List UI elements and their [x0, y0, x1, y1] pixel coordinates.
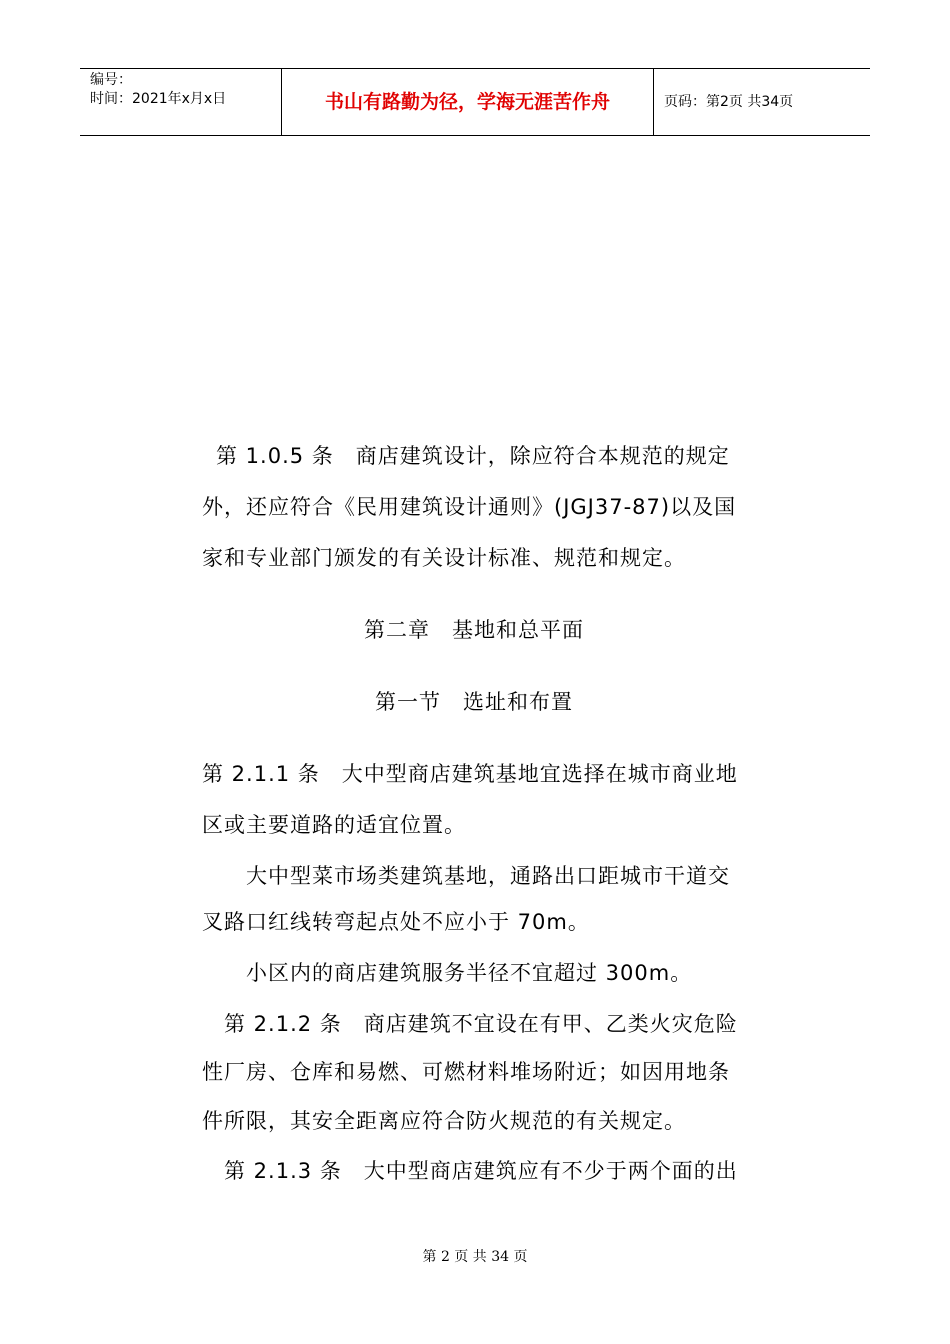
header-page-info: 页码：第2页 共34页	[664, 94, 794, 110]
article-1-0-5-line-2: 外，还应符合《民用建筑设计通则》(JGJ37-87)以及国	[202, 495, 737, 519]
section-title: 第一节 选址和布置	[375, 690, 573, 714]
paragraph-market-line-2: 叉路口红线转弯起点处不应小于 70m。	[202, 910, 590, 934]
article-2-1-2-line-1: 第 2.1.2 条 商店建筑不宜设在有甲、乙类火灾危险	[224, 1012, 738, 1036]
article-2-1-1-line-1: 第 2.1.1 条 大中型商店建筑基地宜选择在城市商业地	[202, 762, 738, 786]
article-1-0-5-line-1: 第 1.0.5 条 商店建筑设计，除应符合本规范的规定	[216, 444, 730, 468]
chapter-title: 第二章 基地和总平面	[364, 618, 584, 642]
page-footer: 第 2 页 共 34 页	[422, 1249, 528, 1265]
article-2-1-3-line-1: 第 2.1.3 条 大中型商店建筑应有不少于两个面的出	[224, 1159, 738, 1183]
article-2-1-2-line-3: 件所限，其安全距离应符合防火规范的有关规定。	[202, 1109, 686, 1133]
article-2-1-2-line-2: 性厂房、仓库和易燃、可燃材料堆场附近；如因用地条	[202, 1060, 730, 1084]
paragraph-service-radius: 小区内的商店建筑服务半径不宜超过 300m。	[246, 961, 693, 985]
header-number-label: 编号：	[90, 72, 132, 88]
page-header	[80, 68, 870, 136]
header-motto: 书山有路勤为径，学海无涯苦作舟	[282, 69, 654, 135]
header-time-label: 时间：2021年x月x日	[90, 91, 227, 107]
article-2-1-1-line-2: 区或主要道路的适宜位置。	[202, 813, 466, 837]
header-meta	[80, 69, 282, 135]
article-1-0-5-line-3: 家和专业部门颁发的有关设计标准、规范和规定。	[202, 546, 686, 570]
paragraph-market-line-1: 大中型菜市场类建筑基地，通路出口距城市干道交	[246, 864, 730, 888]
